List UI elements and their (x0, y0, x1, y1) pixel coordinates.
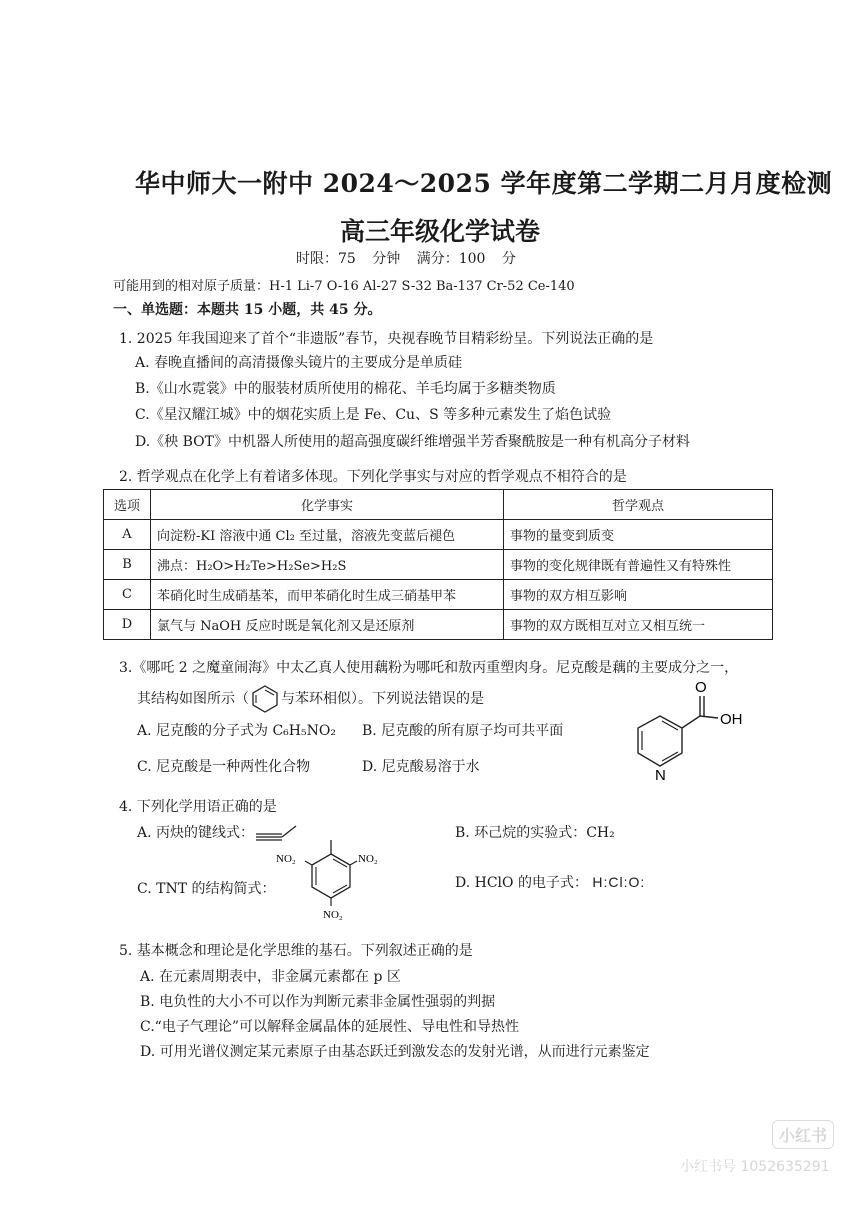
q3-option-d: D. 尼克酸易溶于水 (362, 759, 480, 775)
q5-stem: 5. 基本概念和理论是化学思维的基石。下列叙述正确的是 (119, 943, 473, 959)
q3-stem-post: 与苯环相似）。下列说法错误的是 (281, 691, 484, 707)
table-cell: 沸点：H₂O>H₂Te>H₂Se>H₂S (151, 550, 504, 580)
q4-option-b: B. 环己烷的实验式：CH₂ (455, 825, 615, 841)
hclo-electron-formula: H:Cl:O: (592, 874, 646, 890)
q1-option-d: D.《秧 BOT》中机器人所使用的超高强度碳纤维增强半芳香聚酰胺是一种有机高分子材料 (135, 434, 690, 450)
q2-table (103, 489, 773, 640)
atom-label: N (655, 767, 666, 784)
q5-option-c: C.“电子气理论”可以解释金属晶体的延展性、导电性和导热性 (140, 1019, 519, 1035)
table-header: 选项 (104, 490, 151, 520)
exam-meta (296, 248, 516, 268)
q1-option-b: B.《山水霓裳》中的服装材质所使用的棉花、羊毛均属于多糖类物质 (135, 381, 556, 397)
table-row (104, 610, 773, 640)
table-header: 化学事实 (151, 490, 504, 520)
atomic-masses: 可能用到的相对原子质量：H-1 Li-7 O-16 Al-27 S-32 Ba-137 Cr-52 Ce-140 (113, 279, 575, 294)
q1-option-a: A. 春晚直播间的高清摄像头镜片的主要成分是单质硅 (135, 355, 463, 371)
table-cell: 事物的变化规律既有普遍性又有特殊性 (504, 550, 773, 580)
table-cell: B (104, 550, 151, 580)
q2-stem: 2. 哲学观点在化学上有着诸多体现。下列化学事实与对应的哲学观点不相符合的是 (119, 469, 627, 485)
table-header-row (104, 490, 773, 520)
q3-stem-line2 (137, 684, 484, 714)
watermark-logo: 小红书 (772, 1120, 834, 1149)
q4-option-a-label: A. 丙炔的键线式： (137, 825, 255, 841)
table-cell: C (104, 580, 151, 610)
table-row (104, 550, 773, 580)
table-cell: A (104, 520, 151, 550)
q4-option-c: C. TNT 的结构简式： (137, 881, 276, 897)
atom-label: O (695, 679, 707, 696)
exam-title: 华中师大一附中 2024～2025 学年度第二学期二月月度检测 (135, 169, 833, 198)
q1-option-c: C.《星汉耀江城》中的烟花实质上是 Fe、Cu、S 等多种元素发生了焰色试验 (135, 407, 612, 423)
q3-stem-line1: 3.《哪吒 2 之魔童闹海》中太乙真人使用藕粉为哪吒和敖丙重塑肉身。尼克酸是藕的主要成分之一， (119, 660, 739, 676)
q3-stem-pre: 其结构如图所示（ (137, 691, 249, 707)
q1-stem: 1. 2025 年我国迎来了首个“非遗版”春节，央视春晚节目精彩纷呈。下列说法正确的是 (119, 331, 654, 347)
table-cell: 事物的量变到质变 (504, 520, 773, 550)
table-header: 哲学观点 (504, 490, 773, 520)
atom-label: OH (720, 711, 743, 728)
exam-subtitle: 高三年级化学试卷 (340, 217, 541, 246)
q3-option-b: B. 尼克酸的所有原子均可共平面 (362, 723, 564, 739)
table-cell: D (104, 610, 151, 640)
q4-stem: 4. 下列化学用语正确的是 (119, 799, 277, 815)
q5-option-d: D. 可用光谱仪测定某元素原子由基态跃迁到激发态的发射光谱，从而进行元素鉴定 (140, 1044, 650, 1060)
watermark-id: 小红书号 1052635291 (680, 1159, 830, 1175)
nicotinic-acid-structure (620, 676, 760, 788)
q3-option-a: A. 尼克酸的分子式为 C₆H₅NO₂ (137, 723, 336, 739)
table-cell: 向淀粉-KI 溶液中通 Cl₂ 至过量，溶液先变蓝后褪色 (151, 520, 504, 550)
q4-option-d (455, 872, 645, 892)
table-cell: 事物的双方相互影响 (504, 580, 773, 610)
q3-option-c: C. 尼克酸是一种两性化合物 (137, 759, 311, 775)
tnt-structure (272, 834, 390, 924)
full-score: 满分：100 分 (416, 251, 516, 267)
nitro-label: NO₂ (323, 909, 343, 921)
table-cell: 苯硝化时生成硝基苯，而甲苯硝化时生成三硝基甲苯 (151, 580, 504, 610)
pyridine-icon (249, 684, 281, 714)
section-heading: 一、单选题：本题共 15 小题，共 45 分。 (113, 302, 382, 318)
time-limit: 时限：75 分钟 (296, 251, 401, 267)
nitro-label: NO₂ (276, 853, 296, 865)
table-row (104, 580, 773, 610)
q5-option-b: B. 电负性的大小不可以作为判断元素非金属性强弱的判据 (140, 994, 496, 1010)
table-cell: 氯气与 NaOH 反应时既是氧化剂又是还原剂 (151, 610, 504, 640)
q4-option-d-label: D. HClO 的电子式： (455, 875, 588, 891)
q5-option-a: A. 在元素周期表中，非金属元素都在 p 区 (140, 969, 401, 985)
nitro-label: NO₂ (358, 853, 378, 865)
table-row (104, 520, 773, 550)
table-cell: 事物的双方既相互对立又相互统一 (504, 610, 773, 640)
